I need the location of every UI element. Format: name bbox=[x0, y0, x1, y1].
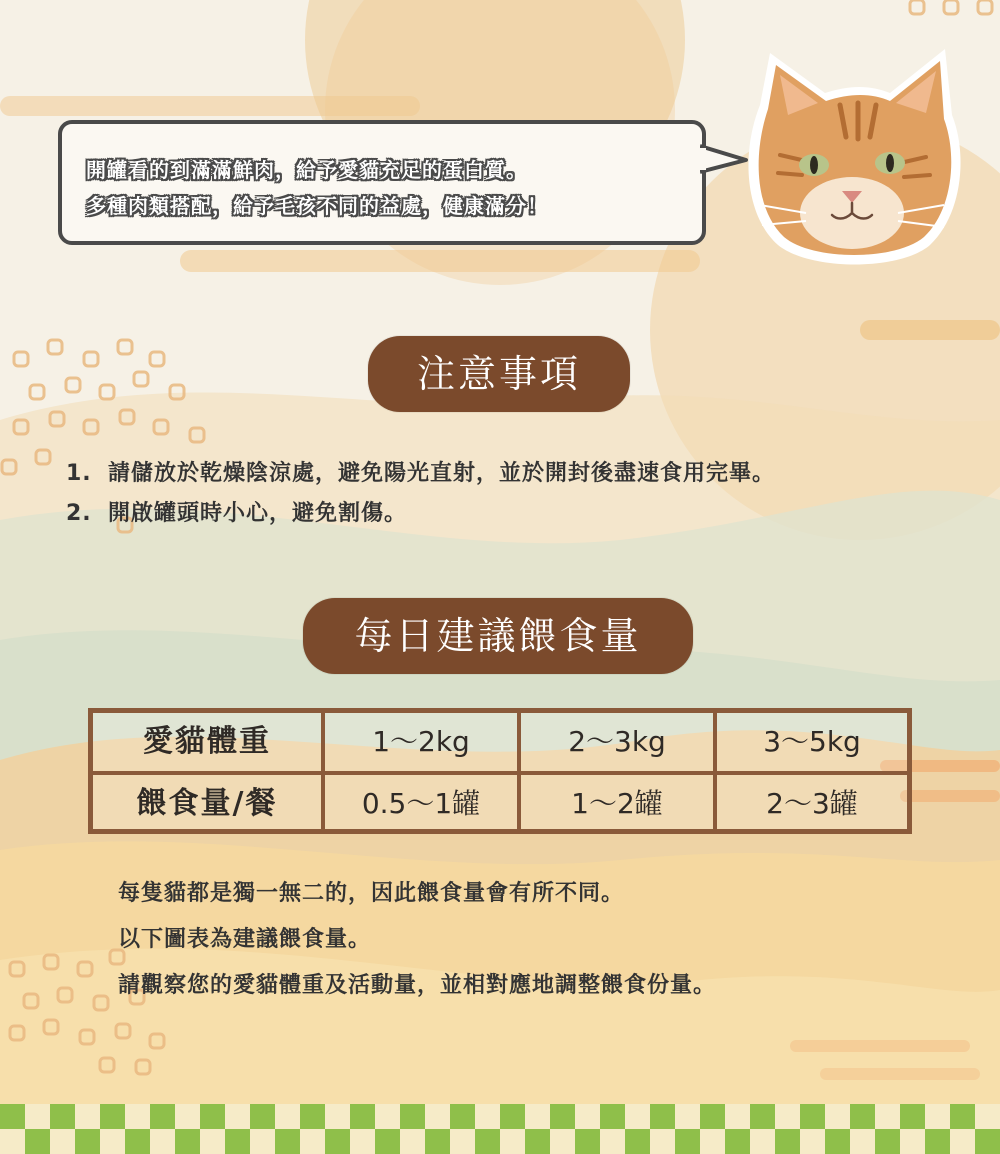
checker-square bbox=[400, 1104, 425, 1129]
checker-square bbox=[425, 1129, 450, 1154]
checker-square bbox=[250, 1104, 275, 1129]
checker-square bbox=[950, 1104, 975, 1129]
checker-square bbox=[750, 1104, 775, 1129]
checker-strip bbox=[0, 1104, 1000, 1154]
checker-square bbox=[275, 1129, 300, 1154]
checker-square bbox=[375, 1129, 400, 1154]
checker-square bbox=[475, 1129, 500, 1154]
checker-square bbox=[300, 1104, 325, 1129]
table-cell-amount-2: 1～2罐 bbox=[521, 775, 717, 833]
speech-bubble bbox=[58, 120, 706, 245]
checker-square bbox=[150, 1104, 175, 1129]
feeding-desc-1: 每隻貓都是獨一無二的，因此餵食量會有所不同。 bbox=[118, 881, 625, 906]
checker-square bbox=[200, 1104, 225, 1129]
checker-square bbox=[100, 1104, 125, 1129]
checker-square bbox=[625, 1129, 650, 1154]
checker-square bbox=[175, 1129, 200, 1154]
checker-square bbox=[900, 1104, 925, 1129]
notice-item-1-number: 1. bbox=[66, 461, 92, 486]
table-row-amount bbox=[93, 775, 907, 833]
checker-square bbox=[50, 1104, 75, 1129]
notice-item-2-text: 開啟罐頭時小心，避免割傷。 bbox=[108, 501, 408, 526]
checker-square bbox=[500, 1104, 525, 1129]
checker-square bbox=[725, 1129, 750, 1154]
checker-square bbox=[325, 1129, 350, 1154]
checker-square bbox=[525, 1129, 550, 1154]
bubble-line-2: 多種肉類搭配，給予毛孩不同的益處，健康滿分！ bbox=[86, 194, 548, 218]
checker-square bbox=[550, 1104, 575, 1129]
checker-square bbox=[600, 1104, 625, 1129]
checker-square bbox=[825, 1129, 850, 1154]
notice-item-1-text: 請儲放於乾燥陰涼處，避免陽光直射，並於開封後盡速食用完畢。 bbox=[108, 461, 776, 486]
checker-square bbox=[700, 1104, 725, 1129]
checker-square bbox=[975, 1129, 1000, 1154]
checker-square bbox=[800, 1104, 825, 1129]
table-cell-weight-2: 2～3kg bbox=[521, 713, 717, 771]
checker-square bbox=[675, 1129, 700, 1154]
notice-title: 注意事項 bbox=[368, 336, 630, 412]
checker-square bbox=[925, 1129, 950, 1154]
table-header-amount: 餵食量/餐 bbox=[93, 775, 325, 833]
table-header-weight: 愛貓體重 bbox=[93, 713, 325, 771]
checker-square bbox=[650, 1104, 675, 1129]
checker-square bbox=[575, 1129, 600, 1154]
checker-square bbox=[225, 1129, 250, 1154]
table-cell-amount-3: 2～3罐 bbox=[766, 787, 858, 820]
checker-square bbox=[25, 1129, 50, 1154]
feeding-desc-3: 請觀察您的愛貓體重及活動量，並相對應地調整餵食份量。 bbox=[118, 973, 717, 998]
notice-item-2 bbox=[66, 496, 407, 527]
feeding-table bbox=[88, 708, 912, 834]
checker-square bbox=[775, 1129, 800, 1154]
table-row-weight bbox=[93, 713, 907, 775]
notice-item-2-number: 2. bbox=[66, 501, 92, 526]
feeding-desc-2: 以下圖表為建議餵食量。 bbox=[118, 927, 372, 952]
checker-square bbox=[350, 1104, 375, 1129]
cat-head-photo bbox=[740, 45, 965, 275]
checker-square bbox=[875, 1129, 900, 1154]
table-cell-weight-1: 1～2kg bbox=[325, 713, 521, 771]
bubble-line-1: 開罐看的到滿滿鮮肉，給予愛貓充足的蛋白質。 bbox=[86, 158, 527, 182]
table-cell-weight-3: 3～5kg bbox=[763, 725, 861, 758]
checker-square bbox=[850, 1104, 875, 1129]
checker-square bbox=[450, 1104, 475, 1129]
feeding-title: 每日建議餵食量 bbox=[303, 598, 693, 674]
checker-square bbox=[125, 1129, 150, 1154]
checker-square bbox=[75, 1129, 100, 1154]
notice-item-1 bbox=[66, 456, 775, 487]
table-cell-amount-1: 0.5～1罐 bbox=[325, 775, 521, 833]
checker-square bbox=[0, 1104, 25, 1129]
